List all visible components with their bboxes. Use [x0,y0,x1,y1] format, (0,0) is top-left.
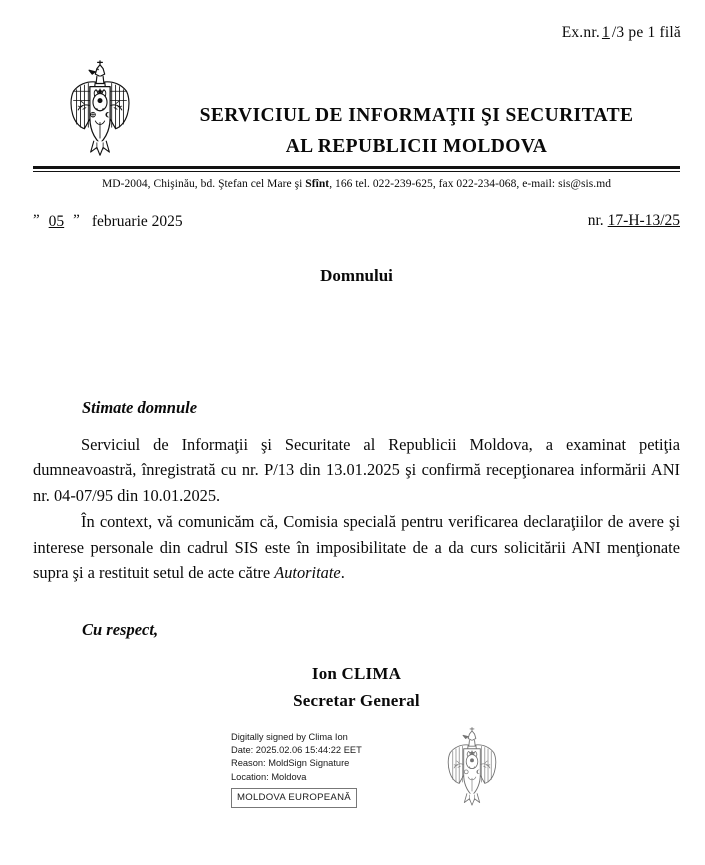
digital-signature-date: Date: 2025.02.06 15:44:22 EET [231,745,362,756]
exemplar-prefix: Ex.nr. [561,24,600,41]
digital-signature-location: Location: Moldova [231,771,307,782]
organization-title-line-2: AL REPUBLICII MOLDOVA [285,136,548,158]
nr-label: nr. [587,212,604,229]
address-line [33,178,680,190]
signatory-block [33,664,680,711]
document-meta-row [33,212,680,238]
exemplar-suffix: /3 pe 1 filă [611,24,681,41]
organization-title [153,104,680,160]
body-paragraph-2-text: În context, vă comunicăm că, Comisia specială pentru verificarea declaraţiilor de avere şi interese personale din cadrul SIS este în imposibilitate de a da curs solicitării ANI menţionate supra şi a restituit setul de acte către [33,512,680,583]
closing-phrase: Cu respect, [82,620,159,639]
digital-signature-stamp: MOLDOVA EUROPEANĂ [231,788,357,809]
letter-body [33,432,680,586]
letterhead [33,60,680,160]
nr-value: 17-H-13/25 [607,212,680,229]
signatory-role: Secretar General [293,691,420,710]
divider-thick-line [33,166,680,169]
recipient-block [33,266,680,358]
digital-signature-signed-by: Digitally signed by Clima Ion [231,732,348,742]
document-date [33,212,183,231]
digital-signature-reason: Reason: MoldSign Signature [231,758,350,769]
body-paragraph-1: Serviciul de Informaţii şi Securitate al Republicii Moldova, a examinat petiţia dumneavoastră, înregistrată cu nr. P/13 din 13.01.2025 şi confirmă recepţionarea informării ANI nr. 04-07/95 din 10.01.2025. [33,435,680,505]
body-paragraph-2-emphasis: Autoritate [274,563,341,583]
date-quote-open: ” [33,212,40,228]
organization-title-line-1: SERVICIUL DE INFORMAŢII ŞI SECURITATE [199,105,634,126]
recipient-title: Domnului [320,266,393,285]
exemplar-line [562,24,681,42]
digital-signature-block [231,731,381,808]
recipient-details-redacted [33,296,680,358]
date-day: 05 [48,213,65,230]
body-paragraph-2 [33,509,680,585]
date-quote-close: ” [73,212,80,228]
exemplar-copy-number: 1 [601,24,610,41]
header-divider [33,166,680,172]
signatory-name: Ion CLIMA [311,664,402,683]
document-registration-number [588,212,680,230]
salutation: Stimate domnule [82,398,198,417]
coat-of-arms-icon [61,60,139,160]
address-city-bold: Sfînt [305,178,330,190]
divider-thin-line [33,171,680,172]
coat-of-arms-seal-icon [432,727,512,809]
body-paragraph-2-tail: . [340,563,345,583]
address-suffix: , 166 tel. 022-239-625, fax 022-234-068, e-mail: sis@sis.md [329,178,612,190]
date-month-year: februarie 2025 [91,213,183,230]
address-prefix: MD-2004, Chişinău, bd. Ştefan cel Mare şi [101,178,306,190]
